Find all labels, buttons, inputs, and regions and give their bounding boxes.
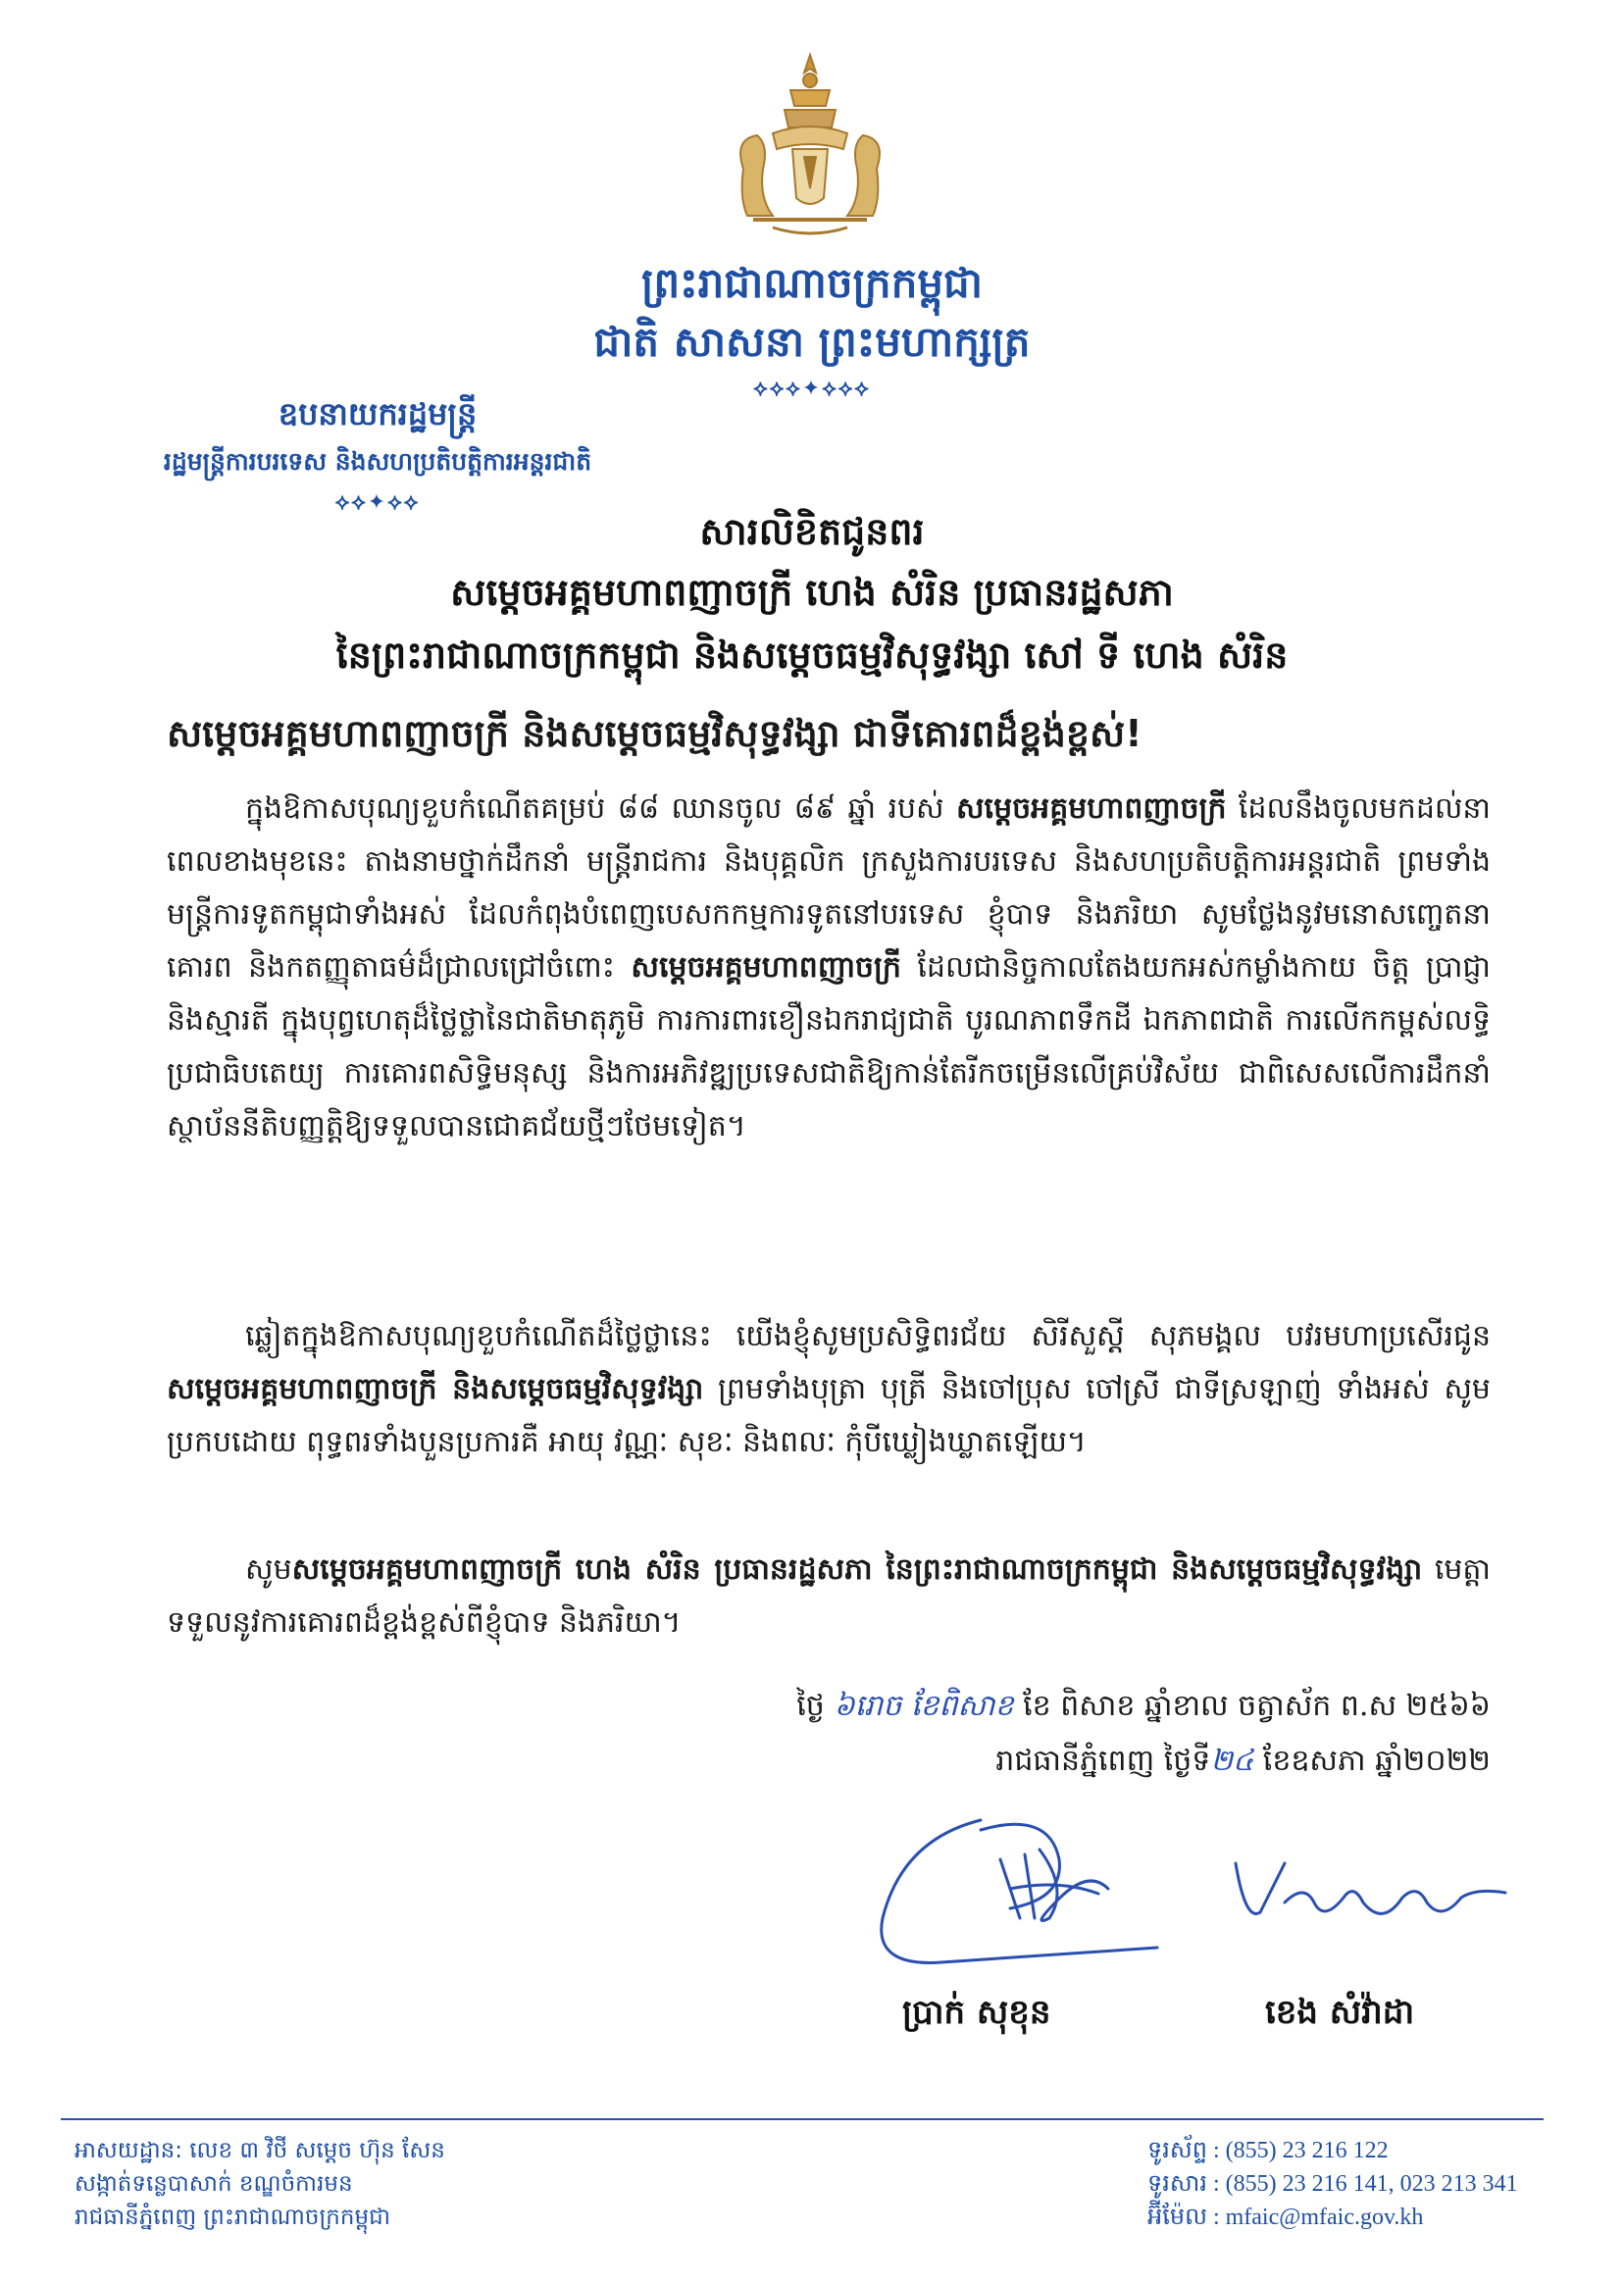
body-paragraph-3: សូមសម្ដេចអគ្គមហាពញាចក្រី ហេង សំរិន ប្រធានរដ្ឋសភា នៃព្រះរាជាណាចក្រកម្ពុជា និងសម្ដេចធម្មវិសុទ្ធវង្សា មេត្តាទទួលនូវការគោរពដ៏ខ្ពង់ខ្ពស់ពីខ្ញុំបាទ និងភរិយា។ [167,1552,1491,1640]
footer-contact [1147,2134,1518,2234]
signature-2 [1226,1844,1510,1952]
address-line-2: សង្កាត់ទន្លេបាសាក់ ខណ្ឌចំការមន [75,2171,353,2197]
solar-date: រាជធានីភ្នំពេញ ថ្ងៃទី២៤ ខែឧសភា ឆ្នាំ២០២២ [995,1744,1491,1778]
royal-crest-emblem [714,51,906,243]
signature-1 [863,1801,1177,1977]
signatory-name-2: ខេង សំវ៉ាដា [1265,1993,1415,2032]
address-line-3: រាជធានីភ្នំពេញ ព្រះរាជាណាចក្រកម្ពុជា [75,2205,390,2230]
recipient-line1: សម្ដេចអគ្គមហាពញាចក្រី ហេង សំរិន ប្រធានរដ្ឋសភា [450,571,1174,614]
email-line: អ៊ីម៉ែល : mfaic@mfaic.gov.kh [1147,2205,1424,2230]
ministry-ornament: ⟡⟡✦⟡⟡ [334,490,421,515]
header-ornament: ⟡⟡⟡✦⟡⟡⟡ [753,377,871,401]
national-motto: ជាតិ សាសនា ព្រះមហាក្សត្រ [593,318,1031,366]
address-line-1: អាសយដ្ឋាន: លេខ ៣ វិថី សម្ដេច ហ៊ុន សែន [75,2138,445,2163]
salutation: សម្ដេចអគ្គមហាពញាចក្រី និងសម្ដេចធម្មវិសុទ្ធវង្សា ជាទីគោរពដ៏ខ្ពង់ខ្ពស់! [167,712,1142,755]
footer-address [75,2134,445,2234]
kingdom-title: ព្រះរាជាណាចក្រកម្ពុជា [640,259,984,307]
lunar-date: ថ្ងៃ ៦រោច ខែពិសាខ ខែ ពិសាខ ឆ្នាំខាល ចត្វាស័ក ព.ស ២៥៦៦ [796,1689,1491,1723]
body-paragraph-2: ឆ្លៀតក្នុងឱកាសបុណ្យខួបកំណើតដ៏ថ្លៃថ្លានេះ យើងខ្ញុំសូមប្រសិទ្ធិពរជ័យ សិរីសួស្តី សុភមង្គល បវរមហាប្រសើរជូន សម្ដេចអគ្គមហាពញាចក្រី និងសម្ដេចធម្មវិសុទ្ធវង្សា ព្រមទាំងបុត្រា បុត្រី និងចៅប្រុស ចៅស្រី ជាទីស្រឡាញ់ ទាំងអស់ សូមប្រកបដោយ ពុទ្ធពរទាំងបួនប្រការគឺ អាយុ វណ្ណៈ សុខៈ និងពលៈ កុំបីឃ្លៀងឃ្លាតឡើយ។ [167,1319,1491,1459]
fax-line: ទូរសារ : (855) 23 216 141, 023 213 341 [1147,2171,1518,2197]
recipient-line2: នៃព្រះរាជាណាចក្រកម្ពុជា និងសម្ដេចធម្មវិសុទ្ធវង្សា សៅ ទី ហេង សំរិន [335,634,1289,677]
letter-title: សារលិខិតជូនពរ [699,510,925,553]
phone-line: ទូរស័ព្ទ : (855) 23 216 122 [1147,2138,1389,2163]
body-paragraph-1: ក្នុងឱកាសបុណ្យខួបកំណើតគម្រប់ ៨៨ ឈានចូល ៨៩ ឆ្នាំ របស់ សម្ដេចអគ្គមហាពញាចក្រី ដែលនឹងចូលមកដល់នាពេលខាងមុខនេះ តាងនាមថ្នាក់ដឹកនាំ មន្ត្រីរាជការ និងបុគ្គលិក ក្រសួងការបរទេស និងសហប្រតិបត្តិការអន្តរជាតិ ព្រមទាំងមន្ត្រីការទូតកម្ពុជាទាំងអស់ ដែលកំពុងបំពេញបេសកកម្មការទូតនៅបរទេស ខ្ញុំបាទ និងភរិយា សូមថ្លែងនូវមនោសញ្ចេតនាគោរព និងកតញ្ញុតាធម៌ដ៏ជ្រាលជ្រៅចំពោះ សម្ដេចអគ្គមហាពញាចក្រី ដែលជានិច្ចកាលតែងយកអស់កម្លាំងកាយ ចិត្ត ប្រាជ្ញា និងស្មារតី ក្នុងបុព្វហេតុដ៏ថ្លៃថ្លានៃជាតិមាតុភូមិ ការការពារខឿនឯករាជ្យជាតិ បូរណភាពទឹកដី ឯកភាពជាតិ ការលើកកម្ពស់លទ្ធិប្រជាធិបតេយ្យ ការគោរពសិទ្ធិមនុស្ស និងការអភិវឌ្ឍប្រទេសជាតិឱ្យកាន់តែរីកចម្រើនលើគ្រប់វិស័យ ជាពិសេសលើការដឹកនាំស្ថាប័ននីតិបញ្ញត្តិឱ្យទទួលបានជោគជ័យថ្មីៗថែមទៀត។ [167,791,1491,1143]
ministry-title-line2: រដ្ឋមន្ត្រីការបរទេស និងសហប្រតិបត្តិការអន្តរជាតិ [163,447,592,476]
footer-divider [61,2118,1544,2120]
ministry-title-line1: ឧបនាយករដ្ឋមន្ត្រី [278,395,478,432]
signatory-name-1: ប្រាក់ សុខុន [902,1993,1051,2032]
